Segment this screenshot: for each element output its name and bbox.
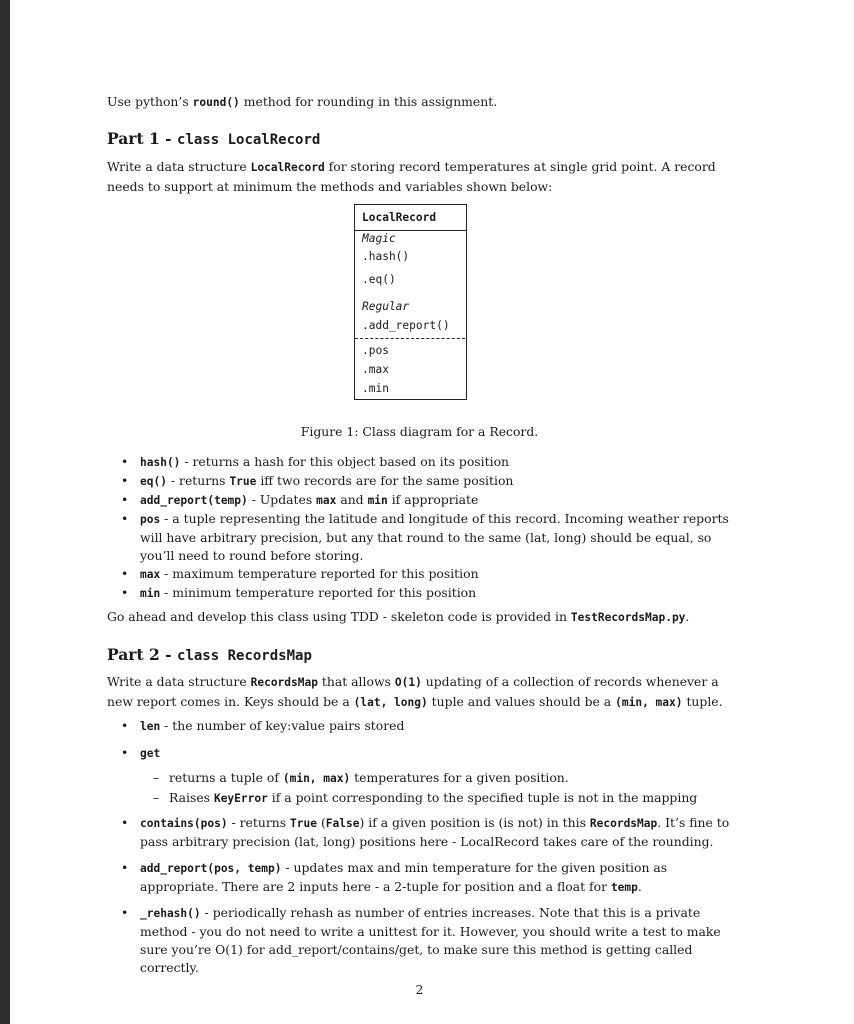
dash-icon: –	[153, 770, 160, 785]
class-diagram	[354, 204, 467, 400]
diagram-method-hash: .hash()	[362, 250, 410, 263]
part1-paragraph	[107, 157, 732, 196]
list-item-code: pos	[140, 513, 161, 526]
list-item-text: - the number of key:value pairs stored	[160, 718, 405, 733]
bullet-icon: •	[121, 860, 129, 875]
list-item-code: min	[140, 587, 161, 600]
list-item-text: if a point corresponding to the specified tuple is not in the mapping	[267, 790, 698, 805]
list-item-text: - Updates	[247, 492, 317, 507]
bullet-icon: •	[121, 745, 129, 760]
list-item-code: add_report(temp)	[140, 494, 248, 507]
list-item-text: .	[637, 879, 642, 894]
part2-para-code: (lat, long)	[353, 696, 428, 709]
list-item-code: (min, max)	[282, 772, 351, 785]
list-item-text: iff two records are for the same position	[256, 473, 514, 488]
diagram-divider	[355, 338, 465, 339]
list-item-code: get	[140, 747, 161, 760]
part1-closing	[107, 607, 732, 627]
list-item-text: - returns	[166, 473, 230, 488]
list-item	[107, 904, 732, 977]
diagram-magic-label: Magic	[362, 232, 396, 245]
diagram-attr-pos: .pos	[362, 344, 389, 357]
part1-bullet-list	[107, 453, 732, 603]
list-item-code: RecordsMap	[589, 817, 658, 830]
part2-para-code: O(1)	[394, 676, 422, 689]
diagram-method-eq: .eq()	[362, 273, 396, 286]
part2-get-sublist	[107, 769, 732, 808]
diagram-attr-max: .max	[362, 363, 389, 376]
diagram-title: LocalRecord	[355, 205, 466, 231]
bullet-icon: •	[121, 566, 129, 581]
list-item-text: and	[336, 492, 368, 507]
part2-heading-text: Part 2 -	[107, 645, 178, 664]
list-item-text: - a tuple representing the latitude and longitude of this record. Incoming weather reports will have arbitrary precision, but any that round to the same (lat, long) should be equal, so you’ll need to round before storing.	[140, 511, 729, 563]
list-item-code: len	[140, 720, 161, 733]
list-item-text: - maximum temperature reported for this position	[160, 566, 479, 581]
list-item-text: if appropriate	[387, 492, 479, 507]
list-item-code: max	[140, 568, 161, 581]
closing-text-end: .	[685, 609, 690, 624]
list-item-text: Raises	[169, 790, 214, 805]
list-item	[107, 789, 732, 808]
list-item-code: True	[290, 817, 317, 830]
figure-caption: Figure 1: Class diagram for a Record.	[300, 424, 539, 439]
list-item-code: temp	[610, 881, 638, 894]
diagram-attr-min: .min	[362, 382, 389, 395]
intro-line	[107, 92, 732, 112]
list-item-code: hash()	[140, 456, 181, 469]
closing-text: Go ahead and develop this class using TDD - skeleton code is provided in	[107, 609, 571, 624]
list-item-code: max	[316, 494, 337, 507]
part2-para-text: updating of a collection of records whenever a new report comes in. Keys should be a	[107, 674, 719, 709]
list-item-text: - periodically rehash as number of entries increases. Note that this is a private method - you do not need to write a unittest for it. However, you should write a test to make sure you’re O(1) for add_report/contains/get, to make sure this method is getting called correctly.	[140, 905, 721, 975]
intro-code: round()	[192, 96, 240, 109]
viewer-left-border	[0, 0, 10, 1024]
closing-code: TestRecordsMap.py	[570, 611, 686, 624]
diagram-method-add-report: .add_report()	[362, 319, 450, 332]
list-item	[107, 510, 732, 565]
part1-heading-text: Part 1 -	[107, 129, 178, 148]
part2-rehash-item	[107, 904, 732, 977]
list-item-text: - updates max and min temperature for the given position as appropriate. There are 2 inputs here - a 2-tuple for position and a float for	[140, 860, 668, 894]
list-item-code: False	[325, 817, 360, 830]
list-item	[107, 565, 732, 584]
part2-add-report-item	[107, 859, 732, 897]
list-item	[107, 453, 732, 472]
part2-para-code: (min, max)	[615, 696, 683, 709]
intro-text: Use python’s	[107, 94, 193, 109]
list-item-text: ) if a given position is (is not) in this	[359, 815, 590, 830]
intro-text-end: method for rounding in this assignment.	[239, 94, 498, 109]
list-item-text: . It’s fine to pass arbitrary precision (lat, long) positions here - LocalRecord takes care of the rounding.	[140, 815, 730, 849]
list-item	[107, 744, 732, 763]
part2-heading	[107, 645, 732, 664]
list-item-text: (	[317, 815, 326, 830]
bullet-icon: •	[121, 492, 129, 507]
part1-heading-code: class LocalRecord	[177, 132, 321, 148]
list-item-code: True	[229, 475, 257, 488]
list-item-code: min	[367, 494, 388, 507]
part2-para-text: Write a data structure	[107, 674, 251, 689]
list-item	[107, 584, 732, 603]
list-item-code: add_report(pos, temp)	[140, 862, 282, 875]
list-item-code: _rehash()	[140, 907, 201, 920]
part1-para-code: LocalRecord	[250, 161, 325, 174]
part2-contains-item	[107, 814, 732, 851]
part2-para-text: tuple.	[682, 694, 723, 709]
list-item	[107, 859, 732, 897]
bullet-icon: •	[121, 454, 129, 469]
part2-para-code: RecordsMap	[250, 676, 318, 689]
list-item	[107, 814, 732, 851]
page-number: 2	[415, 982, 424, 997]
part2-len-item	[107, 717, 732, 736]
list-item-code: eq()	[140, 475, 167, 488]
part1-heading	[107, 129, 732, 148]
part2-get-item	[107, 744, 732, 763]
list-item	[107, 491, 732, 510]
bullet-icon: •	[121, 511, 129, 526]
list-item-text: - returns	[227, 815, 291, 830]
list-item-text: - minimum temperature reported for this position	[160, 585, 477, 600]
part2-heading-code: class RecordsMap	[177, 648, 312, 664]
list-item	[107, 472, 732, 491]
bullet-icon: •	[121, 905, 129, 920]
list-item-code: KeyError	[213, 792, 268, 805]
list-item	[107, 717, 732, 736]
dash-icon: –	[153, 790, 160, 805]
list-item-code: contains(pos)	[140, 817, 228, 830]
bullet-icon: •	[121, 718, 129, 733]
part1-para-text: Write a data structure	[107, 159, 251, 174]
part2-paragraph	[107, 672, 732, 712]
part1-para-text-2: for storing record temperatures at single grid point. A record needs to support at minimum the methods and variables shown below:	[107, 159, 716, 194]
list-item-text: returns a tuple of	[169, 770, 283, 785]
bullet-icon: •	[121, 815, 129, 830]
part2-para-text: tuple and values should be a	[427, 694, 616, 709]
diagram-regular-label: Regular	[362, 300, 410, 313]
part2-para-text: that allows	[317, 674, 395, 689]
list-item	[107, 769, 732, 788]
bullet-icon: •	[121, 473, 129, 488]
list-item-text: temperatures for a given position.	[350, 770, 569, 785]
list-item-text: - returns a hash for this object based on its position	[180, 454, 510, 469]
bullet-icon: •	[121, 585, 129, 600]
